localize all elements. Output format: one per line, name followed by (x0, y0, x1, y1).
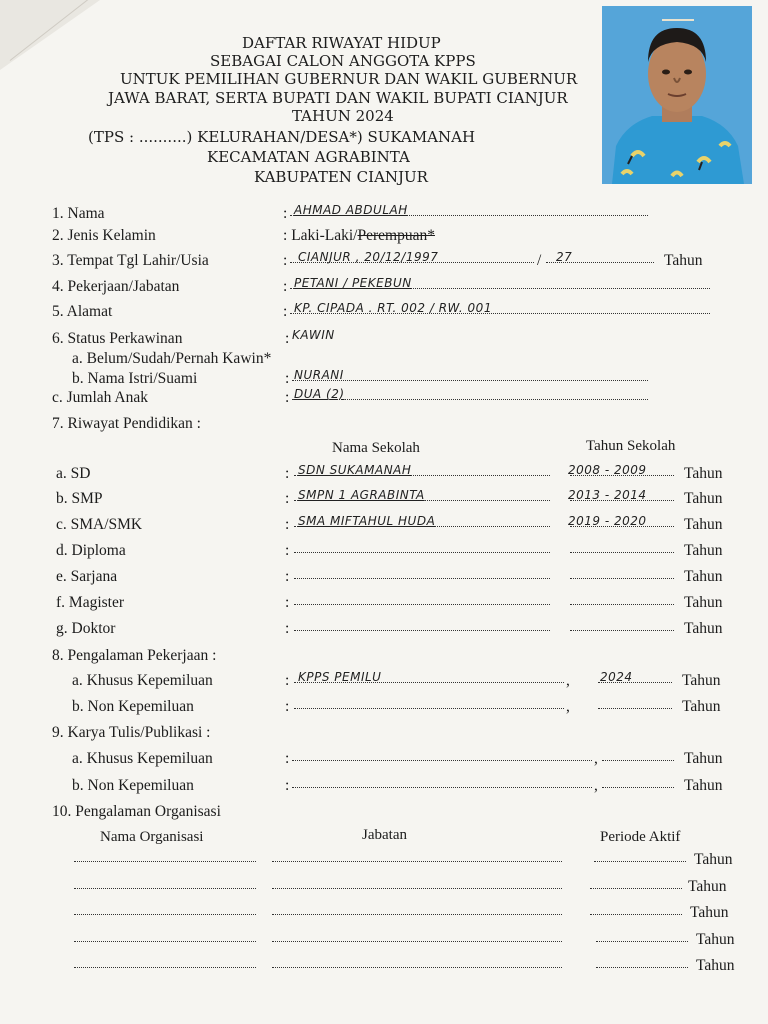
col-periode-aktif: Periode Aktif (600, 829, 681, 845)
header-line-4: JAWA BARAT, SERTA BUPATI DAN WAKIL BUPATI CIANJUR (108, 89, 568, 107)
option-laki-laki: Laki-Laki/ (291, 227, 358, 244)
colon: : (285, 370, 290, 387)
year-fill-line[interactable] (570, 578, 674, 579)
header-line-6: (TPS : ..........) KELURAHAN/DESA*) SUKAMANAH (88, 128, 476, 146)
organization-row (0, 878, 768, 898)
label-ttl: 3. Tempat Tgl Lahir/Usia (52, 252, 209, 269)
comma: , (566, 672, 570, 689)
unit-tahun: Tahun (688, 878, 727, 895)
organization-role-line[interactable] (272, 967, 562, 968)
col-nama-organisasi: Nama Organisasi (100, 829, 204, 845)
colon: : (283, 252, 288, 269)
school-name: SMA MIFTAHUL HUDA (298, 514, 436, 528)
education-row (0, 568, 768, 588)
paper-fold (0, 0, 100, 70)
label-anak: c. Jumlah Anak (52, 389, 148, 406)
label-status: 6. Status Perkawinan (52, 330, 183, 347)
field-pasangan (0, 370, 768, 390)
organization-period-line[interactable] (596, 967, 688, 968)
label-publikasi: 9. Karya Tulis/Publikasi : (52, 724, 211, 741)
section-pengalaman (0, 647, 768, 667)
school-years: 2019 - 2020 (568, 514, 647, 528)
colon: : (285, 750, 290, 767)
label-status-a: a. Belum/Sudah/Pernah Kawin* (72, 350, 272, 367)
colon: : (285, 490, 290, 507)
section-publikasi (0, 724, 768, 744)
organization-period-line[interactable] (590, 914, 682, 915)
colon: : (285, 330, 290, 347)
value-anak: DUA (2) (294, 387, 345, 401)
school-fill-line[interactable] (294, 578, 550, 579)
year-fill-line[interactable] (602, 760, 674, 761)
publication-type: a. Khusus Kepemiluan (72, 750, 213, 767)
school-fill-line[interactable] (294, 552, 550, 553)
colon: : (285, 672, 290, 689)
header-line-5: TAHUN 2024 (292, 107, 394, 125)
field-nama (0, 205, 768, 225)
label-nama: 1. Nama (52, 205, 105, 222)
value-jenis-kelamin: : Laki-Laki/Perempuan* (283, 227, 435, 244)
education-level: d. Diploma (56, 542, 126, 559)
unit-tahun: Tahun (696, 957, 735, 974)
unit-tahun: Tahun (696, 931, 735, 948)
label-pengalaman: 8. Pengalaman Pekerjaan : (52, 647, 217, 664)
unit-tahun: Tahun (684, 750, 723, 767)
unit-tahun: Tahun (684, 542, 723, 559)
school-name: SDN SUKAMANAH (298, 463, 412, 477)
unit-tahun: Tahun (684, 594, 723, 611)
comma: , (594, 750, 598, 767)
colon: : (285, 698, 290, 715)
organization-name-line[interactable] (74, 914, 256, 915)
education-row (0, 620, 768, 640)
organization-name-line[interactable] (74, 967, 256, 968)
col-tahun-sekolah: Tahun Sekolah (586, 438, 676, 454)
value-alamat: KP. CIPADA . RT. 002 / RW. 001 (294, 301, 492, 315)
unit-tahun: Tahun (690, 904, 729, 921)
field-pekerjaan (0, 278, 768, 298)
organization-role-line[interactable] (272, 861, 562, 862)
fill-line[interactable] (292, 399, 648, 400)
publication-type: b. Non Kepemiluan (72, 777, 194, 794)
education-level: f. Magister (56, 594, 125, 611)
organization-row (0, 851, 768, 871)
section-organisasi (0, 803, 768, 823)
field-ttl (0, 252, 768, 272)
education-level: c. SMA/SMK (56, 516, 143, 533)
experience-row (0, 698, 768, 718)
organization-period-line[interactable] (590, 888, 682, 889)
comma: , (566, 698, 570, 715)
unit-tahun: Tahun (684, 777, 723, 794)
unit-tahun: Tahun (684, 516, 723, 533)
label-pekerjaan: 4. Pekerjaan/Jabatan (52, 278, 180, 295)
school-fill-line[interactable] (294, 630, 550, 631)
organization-name-line[interactable] (74, 888, 256, 889)
portrait-image (602, 6, 752, 184)
field-alamat (0, 303, 768, 323)
experience-year: 2024 (600, 670, 633, 684)
col-jabatan: Jabatan (362, 827, 407, 843)
organization-role-line[interactable] (272, 888, 562, 889)
option-perempuan-struck: Perempuan* (357, 227, 435, 244)
colon: : (285, 465, 290, 482)
education-level: b. SMP (56, 490, 103, 507)
publication-row (0, 777, 768, 797)
fill-line[interactable] (292, 380, 648, 381)
value-pekerjaan: PETANI / PEKEBUN (294, 276, 412, 290)
organization-role-line[interactable] (272, 941, 562, 942)
experience-fill-line[interactable] (294, 708, 564, 709)
publication-fill-line[interactable] (292, 787, 592, 788)
applicant-photo (602, 6, 752, 184)
label-pasangan: b. Nama Istri/Suami (72, 370, 198, 387)
experience-type: b. Non Kepemiluan (72, 698, 194, 715)
year-fill-line[interactable] (602, 787, 674, 788)
field-status-a (0, 350, 768, 370)
education-row (0, 594, 768, 614)
school-years: 2013 - 2014 (568, 488, 647, 502)
value-pasangan: NURANI (294, 368, 344, 382)
organization-row (0, 904, 768, 924)
year-fill-line[interactable] (570, 630, 674, 631)
unit-tahun: Tahun (682, 698, 721, 715)
colon: : (283, 205, 288, 222)
field-anak (0, 389, 768, 409)
unit-tahun: Tahun (684, 490, 723, 507)
label-jenis-kelamin: 2. Jenis Kelamin (52, 227, 156, 244)
colon: : (285, 568, 290, 585)
field-status (0, 330, 768, 350)
organization-row (0, 957, 768, 977)
header-line-3: UNTUK PEMILIHAN GUBERNUR DAN WAKIL GUBERNUR (120, 70, 578, 88)
school-fill-line[interactable] (294, 604, 550, 605)
experience-type: a. Khusus Kepemiluan (72, 672, 213, 689)
organization-name-line[interactable] (74, 861, 256, 862)
year-fill-line[interactable] (570, 552, 674, 553)
education-row (0, 516, 768, 536)
education-level: g. Doktor (56, 620, 116, 637)
year-fill-line[interactable] (570, 604, 674, 605)
education-row (0, 490, 768, 510)
colon: : (283, 278, 288, 295)
unit-tahun: Tahun (684, 620, 723, 637)
education-row (0, 542, 768, 562)
publication-row (0, 750, 768, 770)
header-line-1: DAFTAR RIWAYAT HIDUP (242, 34, 441, 52)
colon: : (285, 389, 290, 406)
year-fill-line[interactable] (598, 708, 672, 709)
education-row (0, 465, 768, 485)
colon: : (285, 542, 290, 559)
header-line-8: KABUPATEN CIANJUR (254, 168, 428, 186)
value-nama: AHMAD ABDULAH (294, 203, 408, 217)
label-organisasi: 10. Pengalaman Organisasi (52, 803, 221, 820)
experience-value: KPPS PEMILU (298, 670, 382, 684)
label-alamat: 5. Alamat (52, 303, 113, 320)
colon: : (285, 516, 290, 533)
label-pendidikan: 7. Riwayat Pendidikan : (52, 415, 201, 432)
value-ttl: CIANJUR , 20/12/1997 (298, 250, 439, 264)
education-level: a. SD (56, 465, 91, 482)
slash: / (537, 252, 542, 269)
unit-tahun: Tahun (682, 672, 721, 689)
publication-fill-line[interactable] (292, 760, 592, 761)
unit-tahun: Tahun (684, 568, 723, 585)
unit-tahun: Tahun (664, 252, 703, 269)
value-usia: 27 (556, 250, 573, 264)
organization-name-line[interactable] (74, 941, 256, 942)
header-line-7: KECAMATAN AGRABINTA (207, 148, 410, 166)
colon: : (285, 777, 290, 794)
col-nama-sekolah: Nama Sekolah (332, 440, 420, 456)
field-jenis-kelamin (0, 227, 768, 247)
header-line-2: SEBAGAI CALON ANGGOTA KPPS (210, 52, 476, 70)
comma: , (594, 777, 598, 794)
colon: : (285, 620, 290, 637)
unit-tahun: Tahun (684, 465, 723, 482)
colon: : (285, 594, 290, 611)
organization-row (0, 931, 768, 951)
section-pendidikan (0, 415, 768, 435)
organization-period-line[interactable] (594, 861, 686, 862)
organization-role-line[interactable] (272, 914, 562, 915)
value-status: KAWIN (292, 328, 335, 342)
colon: : (283, 303, 288, 320)
organization-period-line[interactable] (596, 941, 688, 942)
experience-row (0, 672, 768, 692)
unit-tahun: Tahun (694, 851, 733, 868)
school-name: SMPN 1 AGRABINTA (298, 488, 425, 502)
education-level: e. Sarjana (56, 568, 118, 585)
school-years: 2008 - 2009 (568, 463, 647, 477)
